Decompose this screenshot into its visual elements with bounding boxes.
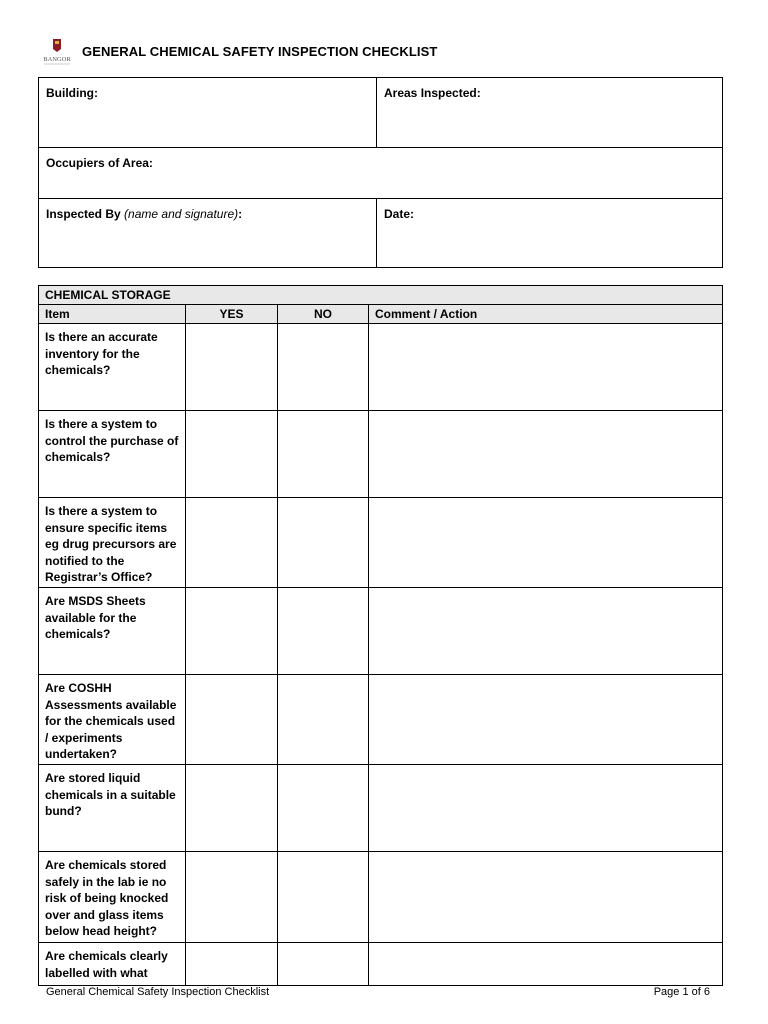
comment-cell[interactable] bbox=[369, 498, 723, 588]
yes-cell[interactable] bbox=[186, 852, 278, 943]
comment-cell[interactable] bbox=[369, 852, 723, 943]
no-cell[interactable] bbox=[278, 588, 369, 675]
inspected-by-note: (name and signature) bbox=[124, 207, 239, 221]
table-row bbox=[39, 765, 723, 852]
column-header-row bbox=[39, 305, 723, 324]
inspection-info-table bbox=[38, 77, 723, 268]
document-title: GENERAL CHEMICAL SAFETY INSPECTION CHECKLIST bbox=[82, 44, 438, 59]
column-header-item: Item bbox=[39, 305, 186, 324]
comment-cell[interactable] bbox=[369, 324, 723, 411]
building-field[interactable] bbox=[39, 78, 377, 148]
table-row bbox=[39, 498, 723, 588]
footer-page-number: Page 1 of 6 bbox=[653, 986, 710, 998]
no-cell[interactable] bbox=[278, 498, 369, 588]
building-label: Building: bbox=[46, 86, 98, 100]
table-row bbox=[39, 324, 723, 411]
column-header-no: NO bbox=[278, 305, 369, 324]
yes-cell[interactable] bbox=[186, 498, 278, 588]
yes-cell[interactable] bbox=[186, 588, 278, 675]
document-header bbox=[40, 38, 730, 66]
university-logo bbox=[40, 38, 74, 66]
table-row bbox=[39, 588, 723, 675]
areas-inspected-label: Areas Inspected: bbox=[384, 86, 481, 100]
yes-cell[interactable] bbox=[186, 765, 278, 852]
footer-document-name: General Chemical Safety Inspection Checklist bbox=[46, 986, 270, 998]
areas-inspected-field[interactable] bbox=[377, 78, 723, 148]
column-header-yes: YES bbox=[186, 305, 278, 324]
yes-cell[interactable] bbox=[186, 943, 278, 986]
item-question: Are MSDS Sheets available for the chemicals? bbox=[39, 588, 186, 675]
section-header-row bbox=[39, 286, 723, 305]
table-row bbox=[39, 943, 723, 986]
column-header-comment: Comment / Action bbox=[369, 305, 723, 324]
no-cell[interactable] bbox=[278, 411, 369, 498]
item-question: Are chemicals clearly labelled with what bbox=[39, 943, 186, 986]
no-cell[interactable] bbox=[278, 943, 369, 986]
yes-cell[interactable] bbox=[186, 675, 278, 765]
occupiers-field[interactable] bbox=[39, 148, 723, 199]
table-row bbox=[39, 411, 723, 498]
inspected-by-colon: : bbox=[238, 207, 243, 221]
item-question: Is there a system to control the purchase of chemicals? bbox=[39, 411, 186, 498]
no-cell[interactable] bbox=[278, 324, 369, 411]
item-question: Is there a system to ensure specific items eg drug precursors are notified to the Registrar’s Office? bbox=[39, 498, 186, 588]
item-question: Is there an accurate inventory for the chemicals? bbox=[39, 324, 186, 411]
section-title: CHEMICAL STORAGE bbox=[39, 286, 723, 305]
no-cell[interactable] bbox=[278, 675, 369, 765]
comment-cell[interactable] bbox=[369, 411, 723, 498]
no-cell[interactable] bbox=[278, 765, 369, 852]
yes-cell[interactable] bbox=[186, 411, 278, 498]
item-question: Are stored liquid chemicals in a suitable bund? bbox=[39, 765, 186, 852]
item-question: Are COSHH Assessments available for the chemicals used / experiments undertaken? bbox=[39, 675, 186, 765]
comment-cell[interactable] bbox=[369, 588, 723, 675]
occupiers-label: Occupiers of Area: bbox=[46, 156, 153, 170]
inspected-by-field[interactable] bbox=[39, 199, 377, 268]
logo-text: BANGOR bbox=[43, 56, 71, 63]
table-row bbox=[39, 852, 723, 943]
chemical-storage-table bbox=[38, 285, 723, 986]
no-cell[interactable] bbox=[278, 852, 369, 943]
item-question: Are chemicals stored safely in the lab ie no risk of being knocked over and glass items below head height? bbox=[39, 852, 186, 943]
inspected-by-label: Inspected By bbox=[46, 207, 121, 221]
table-row bbox=[39, 675, 723, 765]
comment-cell[interactable] bbox=[369, 943, 723, 986]
comment-cell[interactable] bbox=[369, 675, 723, 765]
date-field[interactable] bbox=[377, 199, 723, 268]
date-label: Date: bbox=[384, 207, 415, 221]
comment-cell[interactable] bbox=[369, 765, 723, 852]
yes-cell[interactable] bbox=[186, 324, 278, 411]
